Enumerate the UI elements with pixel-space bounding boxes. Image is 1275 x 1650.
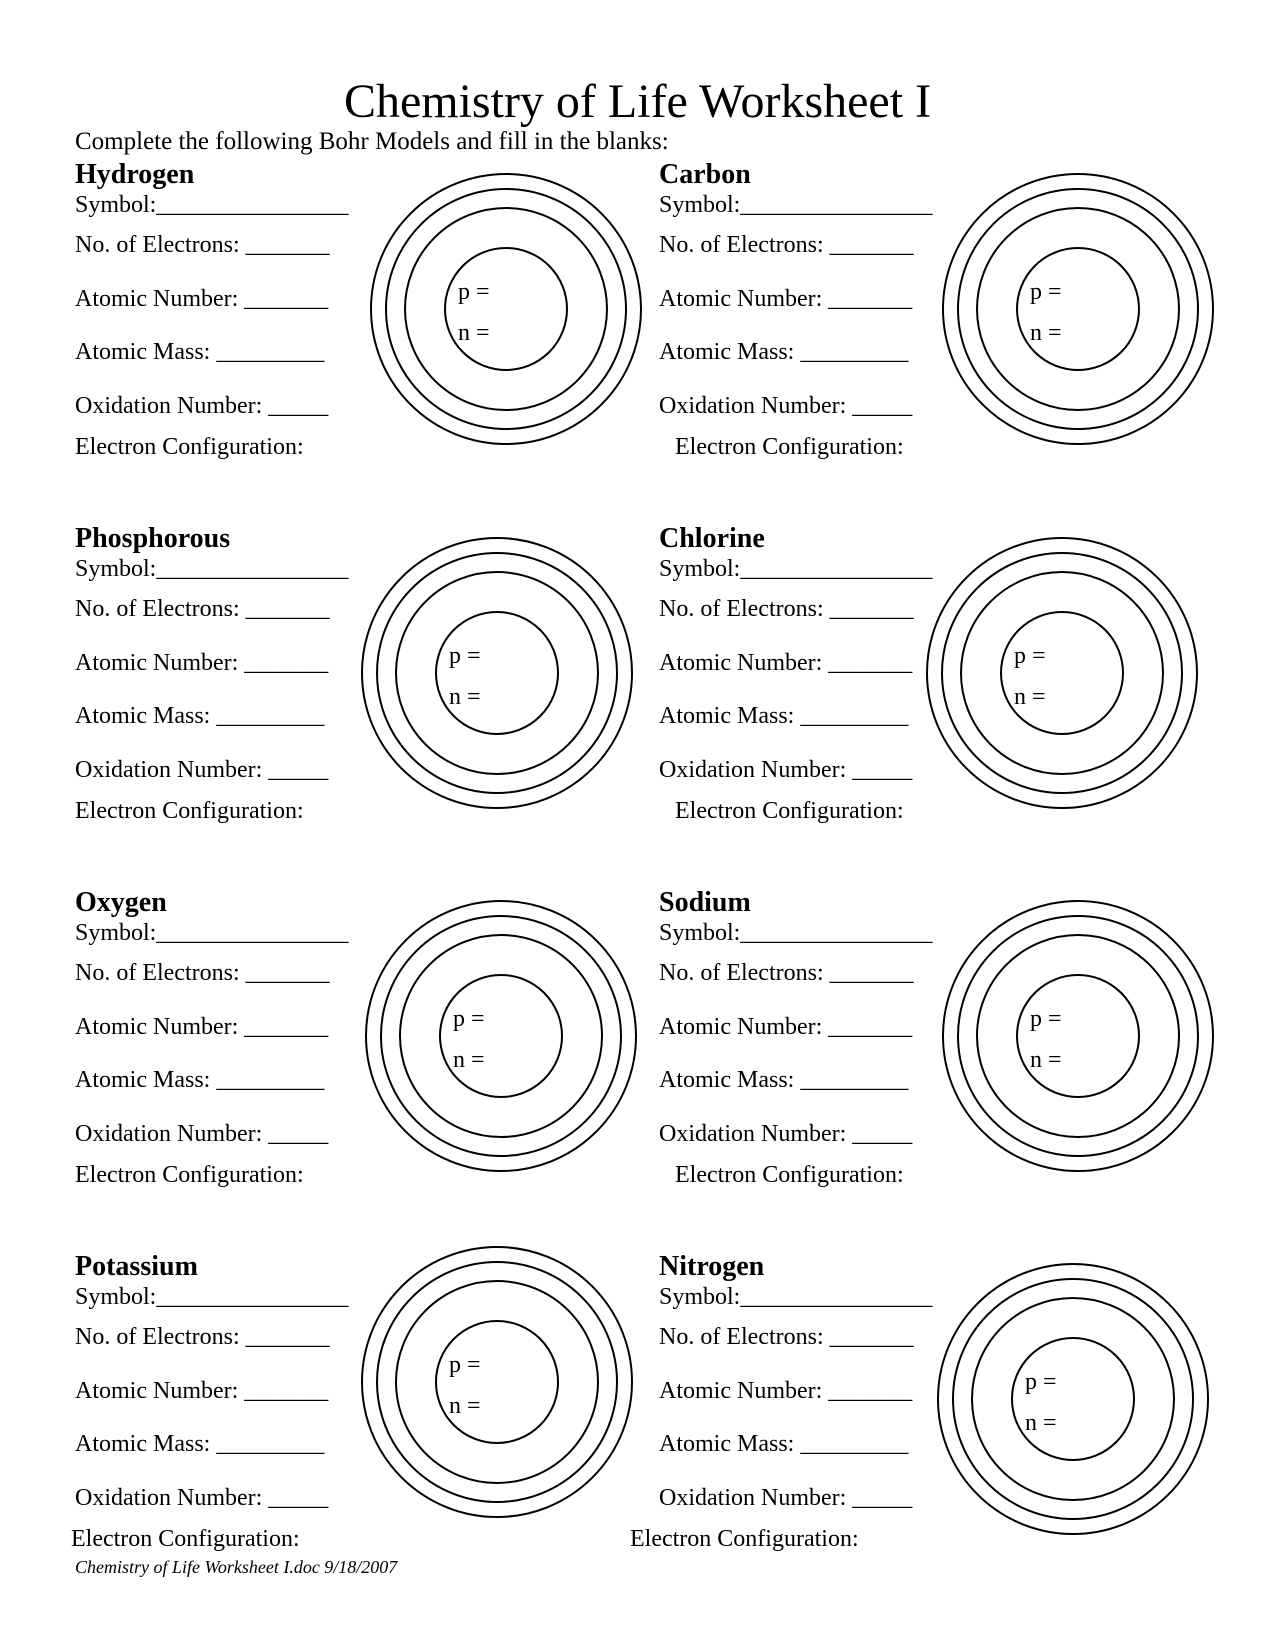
third-shell	[386, 189, 626, 429]
electrons-field: No. of Electrons: _______	[75, 1324, 330, 1350]
symbol-field: Symbol:________________	[659, 920, 933, 946]
element-name: Phosphorous	[75, 523, 231, 554]
outer-shell	[943, 901, 1213, 1171]
neutron-label: n =	[453, 1047, 485, 1073]
outer-shell	[371, 174, 641, 444]
proton-label: p =	[449, 1352, 481, 1378]
page-title: Chemistry of Life Worksheet I	[343, 75, 932, 128]
oxidation-number-field: Oxidation Number: _____	[659, 757, 913, 783]
electron-configuration-field: Electron Configuration:	[75, 798, 304, 824]
bohr-rings	[937, 1263, 1209, 1535]
atomic-number-field: Atomic Number: _______	[75, 286, 329, 312]
neutron-label: n =	[1030, 320, 1062, 346]
atomic-number-field: Atomic Number: _______	[75, 1014, 329, 1040]
electron-configuration-field: Electron Configuration:	[675, 1162, 904, 1188]
bohr-model-phosphorous	[361, 537, 633, 809]
third-shell	[377, 1262, 617, 1502]
third-shell	[953, 1279, 1193, 1519]
proton-label: p =	[453, 1006, 485, 1032]
symbol-field: Symbol:________________	[75, 556, 349, 582]
bohr-rings	[926, 537, 1198, 809]
nucleus	[1017, 248, 1139, 370]
electron-configuration-field: Electron Configuration:	[71, 1526, 300, 1552]
element-name: Potassium	[75, 1251, 198, 1282]
second-shell	[977, 935, 1179, 1137]
atomic-mass-field: Atomic Mass: _________	[75, 1067, 325, 1093]
electrons-field: No. of Electrons: _______	[75, 232, 330, 258]
nucleus	[1012, 1338, 1134, 1460]
second-shell	[972, 1298, 1174, 1500]
second-shell	[405, 208, 607, 410]
symbol-field: Symbol:________________	[659, 192, 933, 218]
electrons-field: No. of Electrons: _______	[75, 960, 330, 986]
outer-shell	[943, 174, 1213, 444]
nucleus	[436, 1321, 558, 1443]
bohr-rings	[365, 900, 637, 1172]
bohr-rings	[942, 900, 1214, 1172]
element-name: Nitrogen	[659, 1251, 765, 1282]
oxidation-number-field: Oxidation Number: _____	[659, 1485, 913, 1511]
bohr-model-nitrogen	[937, 1263, 1209, 1535]
third-shell	[377, 553, 617, 793]
atomic-mass-field: Atomic Mass: _________	[75, 703, 325, 729]
atomic-number-field: Atomic Number: _______	[659, 286, 913, 312]
instructions: Complete the following Bohr Models and fill in the blanks:	[75, 128, 669, 155]
bohr-model-hydrogen	[370, 173, 642, 445]
third-shell	[958, 189, 1198, 429]
outer-shell	[362, 1247, 632, 1517]
bohr-rings	[361, 537, 633, 809]
electrons-field: No. of Electrons: _______	[75, 596, 330, 622]
atomic-mass-field: Atomic Mass: _________	[659, 703, 909, 729]
footer: Chemistry of Life Worksheet I.doc 9/18/2007	[75, 1557, 398, 1577]
atomic-mass-field: Atomic Mass: _________	[75, 1431, 325, 1457]
second-shell	[396, 572, 598, 774]
electron-configuration-field: Electron Configuration:	[630, 1526, 859, 1552]
oxidation-number-field: Oxidation Number: _____	[659, 1121, 913, 1147]
atomic-number-field: Atomic Number: _______	[659, 1378, 913, 1404]
proton-label: p =	[1030, 1006, 1062, 1032]
nucleus	[445, 248, 567, 370]
element-name: Sodium	[659, 887, 751, 918]
bohr-model-oxygen	[365, 900, 637, 1172]
outer-shell	[927, 538, 1197, 808]
bohr-model-potassium	[361, 1246, 633, 1518]
nucleus	[1001, 612, 1123, 734]
third-shell	[942, 553, 1182, 793]
electrons-field: No. of Electrons: _______	[659, 232, 914, 258]
electrons-field: No. of Electrons: _______	[659, 1324, 914, 1350]
proton-label: p =	[1014, 643, 1046, 669]
symbol-field: Symbol:________________	[659, 1284, 933, 1310]
symbol-field: Symbol:________________	[75, 192, 349, 218]
second-shell	[961, 572, 1163, 774]
electron-configuration-field: Electron Configuration:	[675, 798, 904, 824]
oxidation-number-field: Oxidation Number: _____	[75, 1485, 329, 1511]
third-shell	[381, 916, 621, 1156]
electron-configuration-field: Electron Configuration:	[75, 434, 304, 460]
outer-shell	[938, 1264, 1208, 1534]
atomic-mass-field: Atomic Mass: _________	[75, 339, 325, 365]
oxidation-number-field: Oxidation Number: _____	[75, 757, 329, 783]
proton-label: p =	[458, 279, 490, 305]
nucleus	[440, 975, 562, 1097]
neutron-label: n =	[1014, 684, 1046, 710]
second-shell	[396, 1281, 598, 1483]
symbol-field: Symbol:________________	[75, 920, 349, 946]
electron-configuration-field: Electron Configuration:	[675, 434, 904, 460]
oxidation-number-field: Oxidation Number: _____	[75, 1121, 329, 1147]
neutron-label: n =	[449, 1393, 481, 1419]
neutron-label: n =	[458, 320, 490, 346]
atomic-number-field: Atomic Number: _______	[659, 1014, 913, 1040]
electrons-field: No. of Electrons: _______	[659, 596, 914, 622]
proton-label: p =	[1030, 279, 1062, 305]
atomic-mass-field: Atomic Mass: _________	[659, 1431, 909, 1457]
symbol-field: Symbol:________________	[75, 1284, 349, 1310]
bohr-rings	[370, 173, 642, 445]
outer-shell	[366, 901, 636, 1171]
proton-label: p =	[1025, 1369, 1057, 1395]
element-name: Carbon	[659, 159, 751, 190]
electron-configuration-field: Electron Configuration:	[75, 1162, 304, 1188]
nucleus	[1017, 975, 1139, 1097]
neutron-label: n =	[1030, 1047, 1062, 1073]
electrons-field: No. of Electrons: _______	[659, 960, 914, 986]
bohr-rings	[361, 1246, 633, 1518]
bohr-model-carbon	[942, 173, 1214, 445]
element-name: Chlorine	[659, 523, 765, 554]
outer-shell	[362, 538, 632, 808]
element-name: Hydrogen	[75, 159, 195, 190]
bohr-rings	[942, 173, 1214, 445]
atomic-mass-field: Atomic Mass: _________	[659, 1067, 909, 1093]
bohr-model-sodium	[942, 900, 1214, 1172]
atomic-mass-field: Atomic Mass: _________	[659, 339, 909, 365]
bohr-model-chlorine	[926, 537, 1198, 809]
oxidation-number-field: Oxidation Number: _____	[659, 393, 913, 419]
third-shell	[958, 916, 1198, 1156]
atomic-number-field: Atomic Number: _______	[75, 650, 329, 676]
atomic-number-field: Atomic Number: _______	[75, 1378, 329, 1404]
second-shell	[977, 208, 1179, 410]
proton-label: p =	[449, 643, 481, 669]
element-name: Oxygen	[75, 887, 167, 918]
neutron-label: n =	[449, 684, 481, 710]
second-shell	[400, 935, 602, 1137]
nucleus	[436, 612, 558, 734]
atomic-number-field: Atomic Number: _______	[659, 650, 913, 676]
neutron-label: n =	[1025, 1410, 1057, 1436]
symbol-field: Symbol:________________	[659, 556, 933, 582]
oxidation-number-field: Oxidation Number: _____	[75, 393, 329, 419]
